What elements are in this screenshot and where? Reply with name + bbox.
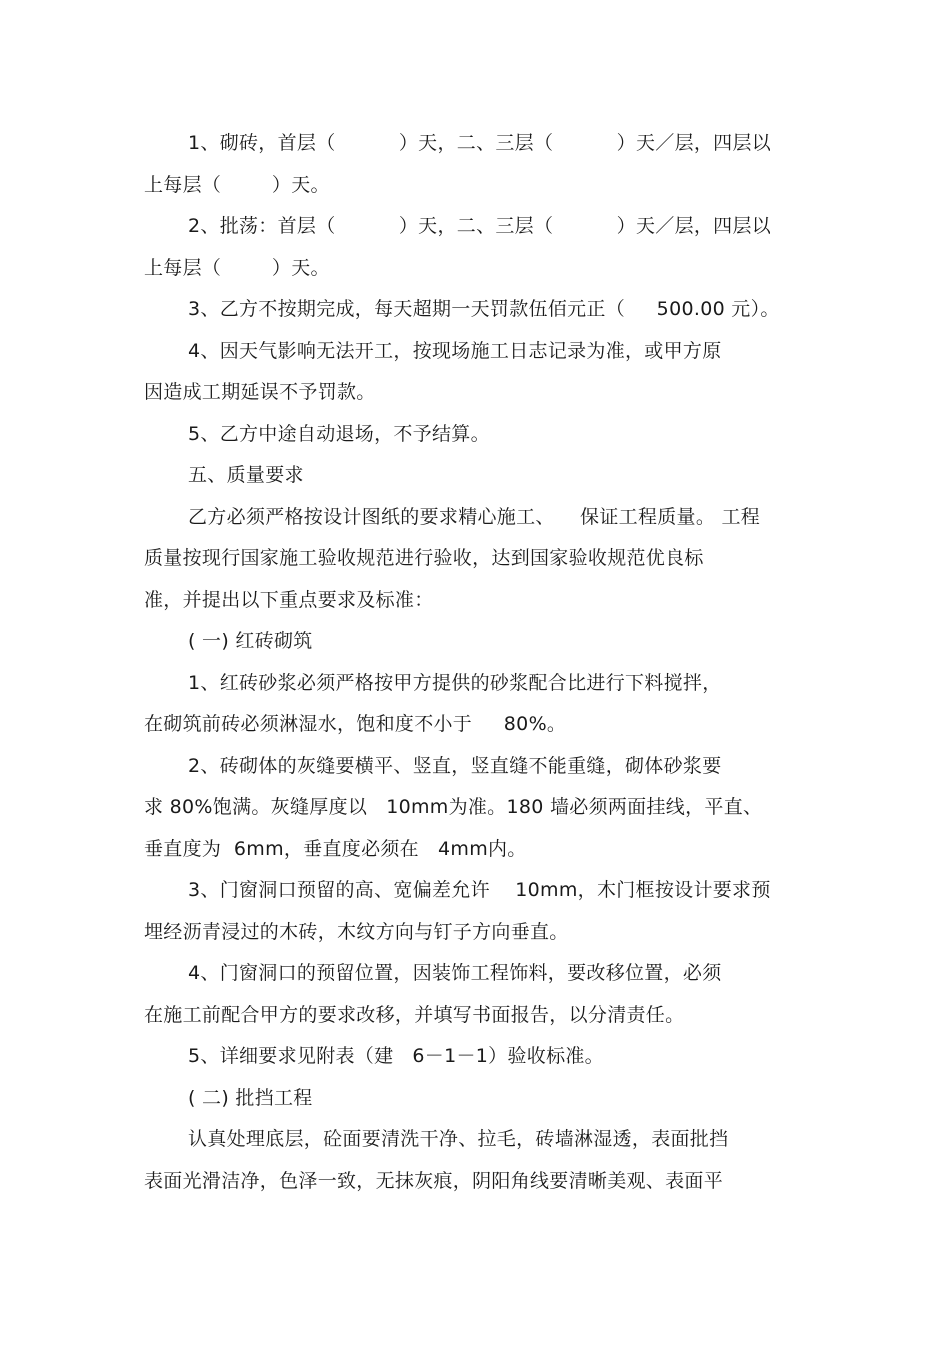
text-line: 2、批荡：首层（ ）天，二、三层（ ）天／层，四层以 — [188, 215, 772, 237]
text-line: 3、乙方不按期完成，每天超期一天罚款伍佰元正（ 500.00 元）。 — [188, 298, 780, 320]
section-heading: 五、质量要求 — [188, 464, 304, 486]
text-line: 2、砖砌体的灰缝要横平、竖直，竖直缝不能重缝，砌体砂浆要 — [188, 755, 722, 777]
text-line: 5、详细要求见附表（建 6－1－1）验收标准。 — [188, 1045, 604, 1067]
text-line: 1、砌砖，首层（ ）天，二、三层（ ）天／层，四层以 — [188, 132, 772, 154]
subsection-heading: ( 一) 红砖砌筑 — [188, 630, 313, 652]
text-line: 上每层（ ）天。 — [144, 257, 330, 279]
text-line: 质量按现行国家施工验收规范进行验收，达到国家验收规范优良标 — [144, 547, 704, 569]
text-line: 表面光滑洁净，色泽一致，无抹灰痕，阴阳角线要清晰美观、表面平 — [144, 1170, 724, 1192]
text-line: 在施工前配合甲方的要求改移，并填写书面报告，以分清责任。 — [144, 1004, 685, 1026]
text-line: 因造成工期延误不予罚款。 — [144, 381, 376, 403]
text-line: 4、因天气影响无法开工，按现场施工日志记录为准，或甲方原 — [188, 340, 722, 362]
text-line: 5、乙方中途自动退场，不予结算。 — [188, 423, 490, 445]
subsection-heading: ( 二) 批挡工程 — [188, 1087, 313, 1109]
text-line: 3、门窗洞口预留的高、宽偏差允许 10mm，木门框按设计要求预 — [188, 879, 771, 901]
text-line: 垂直度为 6mm，垂直度必须在 4mm内。 — [144, 838, 527, 860]
text-line: 认真处理底层，砼面要清洗干净、拉毛，砖墙淋湿透，表面批挡 — [188, 1128, 729, 1150]
text-line: 埋经沥青浸过的木砖，木纹方向与钉子方向垂直。 — [144, 921, 569, 943]
text-line: 求 80%饱满。灰缝厚度以 10mm为准。180 墙必须两面挂线，平直、 — [144, 796, 763, 818]
text-line: 上每层（ ）天。 — [144, 174, 330, 196]
text-line: 乙方必须严格按设计图纸的要求精心施工、 保证工程质量。 工程 — [188, 506, 761, 528]
text-line: 在砌筑前砖必须淋湿水，饱和度不小于 80%。 — [144, 713, 567, 735]
text-line: 准，并提出以下重点要求及标准： — [144, 589, 434, 611]
text-line: 4、门窗洞口的预留位置，因装饰工程饰料，要改移位置，必须 — [188, 962, 722, 984]
text-line: 1、红砖砂浆必须严格按甲方提供的砂浆配合比进行下料搅拌， — [188, 672, 722, 694]
